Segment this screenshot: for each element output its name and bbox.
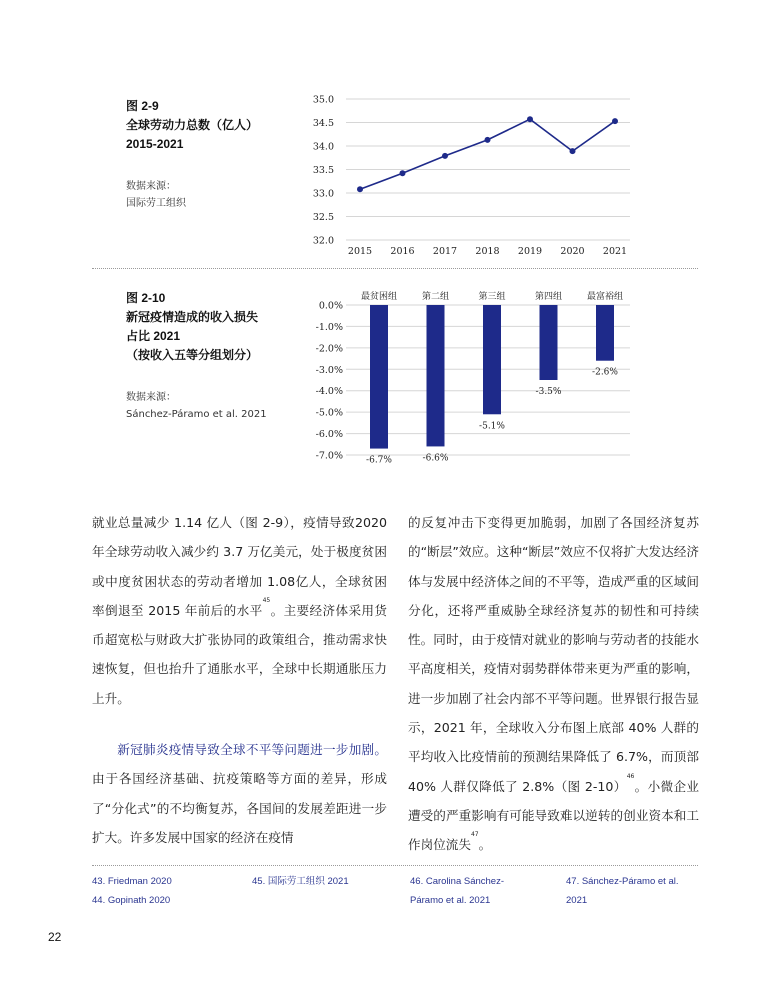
source-label: 数据来源： (126, 181, 176, 192)
data-point (570, 148, 576, 154)
figure-title-note: （按收入五等分组划分） (126, 348, 259, 362)
y-tick-label: -7.0% (315, 450, 343, 462)
x-tick-label: 2020 (560, 246, 585, 257)
x-tick-label: 2017 (432, 246, 458, 257)
bar (596, 305, 614, 361)
left-column (92, 508, 387, 852)
paragraph: 的反复冲击下变得更加脆弱，加剧了各国经济复苏的“断层”效应。这种“断层”效应不仅将扩大发达经济体与发展中经济体之间的不平等，造成严重的区域间分化，还将严重威胁全球经济复苏的韧性和可持续性。同时，由于疫情对就业的影响与劳动者的技能水平高度相关，疫情对弱势群体带来更为严重的影响，进一步加剧了社会内部不平等问题。世界银行报告显示，2021 年，全球收入分布图上底部 40% 人群的平均收入比疫情前的预测结果降低了 6.7%，而顶部 40% 人群仅降低了 2.8%（图 2-10）$^{46}$。小微企业遭受的严重影响有可能导致难以逆转的创业资本和工作岗位流失$^{47}$。 (408, 515, 700, 853)
bar (540, 305, 558, 380)
bar (370, 305, 388, 449)
category-label: 最贫困组 (360, 292, 398, 302)
footnote-ref: 46 (626, 772, 635, 780)
value-label: -6.7% (366, 455, 392, 466)
figure-title-years: 2015-2021 (126, 137, 184, 151)
paragraph: 就业总量减少 1.14 亿人（图 2-9），疫情导致2020 年全球劳动收入减少约 3.7 万亿美元，处于极度贫困或中度贫困状态的劳动者增加 1.08亿人，全球贫困率倒退至 2015 年前后的水平$^{45}$。主要经济体采用货币超宽松与财政大扩张协同的政策组合，推动需求快速恢复，但也抬升了通胀水平，全球中长期通胀压力上升。 (92, 515, 387, 706)
data-point (527, 116, 533, 122)
category-label: 第二组 (421, 292, 450, 302)
data-point (400, 170, 406, 176)
x-tick-label: 2015 (347, 246, 373, 257)
bar (483, 305, 501, 414)
value-label: -2.6% (592, 367, 618, 378)
category-label: 最富裕组 (586, 292, 624, 302)
x-tick-label: 2021 (602, 246, 628, 257)
x-tick-label: 2016 (390, 246, 415, 257)
data-point (612, 118, 618, 124)
x-tick-label: 2018 (475, 246, 500, 257)
labor-force-line-chart (300, 88, 640, 263)
figure-title-year: 占比 2021 (126, 329, 181, 343)
source-value: 国际劳工组织 (126, 198, 186, 209)
y-tick-label: -5.0% (315, 407, 343, 419)
data-point (485, 137, 491, 143)
footnote-ref: 45 (262, 596, 271, 604)
x-tick-label: 2019 (517, 246, 543, 257)
y-tick-label: 35.0 (312, 94, 334, 106)
y-tick-label: 33.0 (312, 188, 334, 200)
value-label: -5.1% (479, 421, 505, 432)
value-label: -3.5% (535, 387, 562, 397)
y-tick-label: -2.0% (315, 343, 343, 355)
source-label: 数据来源： (126, 392, 176, 403)
footnote-ref: 47 (470, 831, 479, 839)
y-tick-label: 34.5 (312, 118, 334, 129)
value-label: -6.6% (422, 453, 449, 464)
figure-title: 新冠疫情造成的收入损失 (126, 310, 259, 324)
paragraph: 新冠肺炎疫情导致全球不平等问题进一步加剧。由于各国经济基础、抗疫策略等方面的差异，形成了“分化式”的不均衡复苏，各国间的发展差距进一步扩大。许多发展中国家的经济在疫情 (92, 742, 387, 845)
category-label: 第三组 (478, 292, 506, 302)
figure-2-10-source (126, 389, 267, 423)
category-label: 第四组 (534, 292, 563, 302)
y-tick-label: 34.0 (312, 141, 334, 153)
series-line (360, 119, 615, 189)
source-value: Sánchez-Páramo et al. 2021 (126, 409, 267, 420)
figure-2-9-source (126, 178, 186, 212)
footnote-47: 47. Sánchez-Páramo et al. 2021 (566, 876, 679, 906)
figure-title: 全球劳动力总数（亿人） (126, 118, 259, 132)
bar (427, 305, 445, 446)
figure-number: 图 2-9 (126, 99, 159, 113)
y-tick-label: -6.0% (315, 429, 343, 441)
footnote-45: 45. 国际劳工组织 2021 (252, 876, 349, 887)
y-tick-label: 32.0 (312, 235, 334, 247)
footnote-divider (92, 865, 698, 866)
y-tick-label: -4.0% (315, 386, 343, 398)
y-tick-label: -1.0% (315, 321, 343, 333)
figure-number: 图 2-10 (126, 291, 166, 305)
figure-2-10-caption (126, 289, 258, 365)
footnote-43-44: 43. Friedman 2020 44. Gopinath 2020 (92, 876, 172, 906)
income-loss-bar-chart (300, 282, 640, 472)
section-divider (92, 268, 698, 269)
page-number: 22 (48, 930, 62, 944)
y-tick-label: 0.0% (318, 300, 343, 312)
data-point (442, 153, 448, 159)
highlight-sentence: 新冠肺炎疫情导致全球不平等问题进一步加剧。 (117, 742, 387, 758)
y-tick-label: -3.0% (315, 364, 343, 376)
footnote-46: 46. Carolina Sánchez- Páramo et al. 2021 (410, 876, 504, 906)
right-column (408, 508, 699, 860)
y-tick-label: 32.5 (312, 212, 334, 223)
figure-2-9-caption (126, 97, 258, 154)
data-point (357, 186, 363, 192)
y-tick-label: 33.5 (312, 165, 334, 176)
